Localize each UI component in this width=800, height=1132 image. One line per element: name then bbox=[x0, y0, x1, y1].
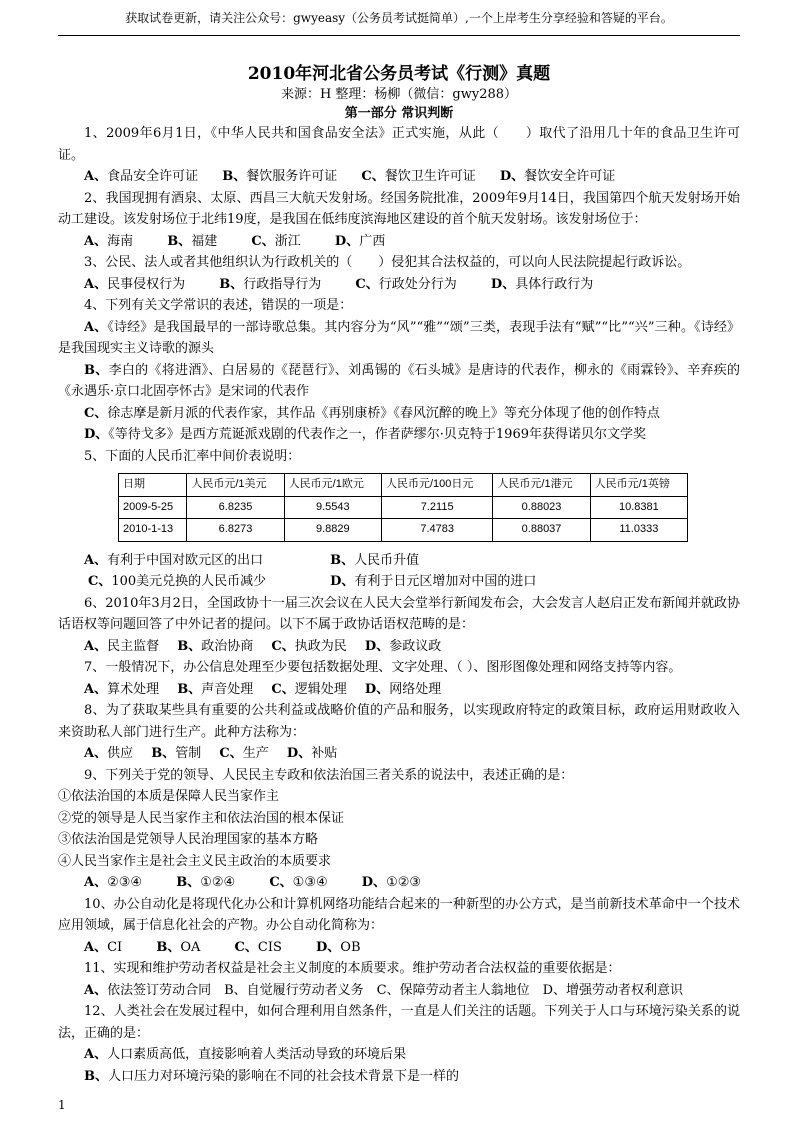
option: D、OB bbox=[316, 939, 361, 955]
document-title: 2010年河北省公务员考试《行测》真题 bbox=[247, 64, 551, 84]
column-header: 人民币元/1美元 bbox=[187, 474, 284, 497]
option: D、①②③ bbox=[361, 875, 422, 890]
question-stem: 1、2009年6月1日，《中华人民共和国食品安全法》正式实施，从此（ ）取代了沿用几十年的食品卫生许可证。 bbox=[58, 126, 740, 163]
column-header: 人民币元/100日元 bbox=[381, 474, 492, 497]
option: B、人民币升值 bbox=[330, 552, 420, 568]
exchange-rate-table bbox=[118, 473, 688, 542]
option: C、①③④ bbox=[269, 875, 328, 890]
option: B、管制 bbox=[151, 746, 202, 761]
option-row bbox=[58, 231, 740, 253]
option: D、网络处理 bbox=[364, 681, 442, 697]
option: D、有利于日元区增加对中国的进口 bbox=[330, 574, 537, 589]
option: C、生产 bbox=[219, 746, 269, 761]
question-stem: 5、下面的人民币汇率中间价表说明： bbox=[84, 448, 301, 464]
option: B、福建 bbox=[167, 233, 218, 249]
question-stem: 6、2010年3月2日，全国政协十一届三次会议在人民大会堂举行新闻发布会，大会发言人赵启正发布新闻并就政协话语权等问题回答了中外记者的提问。以下不属于政协话语权范畴的是： bbox=[58, 595, 740, 632]
question-stem: 12、人类社会在发展过程中，如何合理利用自然条件，一直是人们关注的话题。下列关于人口与环境污染关系的说法，正确的是： bbox=[58, 1004, 740, 1041]
option-row bbox=[58, 679, 740, 701]
option: D、参政议政 bbox=[364, 638, 442, 654]
option-row bbox=[58, 743, 740, 765]
option: A、②③④ bbox=[84, 875, 143, 890]
table-cell: 0.88037 bbox=[493, 519, 590, 542]
page-number: 1 bbox=[58, 1098, 66, 1112]
option: B、行政指导行为 bbox=[219, 276, 322, 292]
option: A、算术处理 bbox=[84, 681, 160, 697]
option-row bbox=[58, 872, 740, 894]
option-row bbox=[58, 571, 740, 593]
option: D、广西 bbox=[334, 233, 386, 249]
option: C、餐饮卫生许可证 bbox=[361, 169, 476, 184]
option-row bbox=[58, 550, 740, 572]
table-cell: 7.4783 bbox=[381, 519, 492, 542]
source-line: 来源：H 整理：杨柳（微信：gwy288） bbox=[280, 87, 518, 102]
option-row bbox=[58, 636, 740, 658]
table-cell: 11.0333 bbox=[590, 519, 687, 542]
option: A、海南 bbox=[84, 233, 134, 249]
option: B、人口压力对环境污染的影响在不同的社会技术背景下是一样的 bbox=[84, 1068, 460, 1084]
table-header-row bbox=[119, 474, 688, 497]
option-paragraph: A、《诗经》是我国最早的一部诗歌总集。其内容分为“风”“雅”“颂”三类，表现手法有“赋”“比”“兴”三种。《诗经》是我国现实主义诗歌的源头 bbox=[58, 319, 740, 356]
table-cell: 2009-5-25 bbox=[119, 496, 187, 519]
statement: ④人民当家作主是社会主义民主政治的本质要求 bbox=[58, 853, 332, 869]
option: A、CI bbox=[84, 939, 123, 955]
option: D、餐饮安全许可证 bbox=[499, 169, 616, 184]
question-stem: 9、下列关于党的领导、人民民主专政和依法治国三者关系的说法中，表述正确的是： bbox=[84, 767, 574, 783]
top-banner: 获取试卷更新，请关注公众号：gwyeasy（公务员考试挺简单）,一个上岸考生分享经验和答疑的平台。 bbox=[125, 11, 673, 25]
option: B、声音处理 bbox=[177, 681, 254, 697]
option-paragraph: B、李白的《将进酒》、白居易的《琵琶行》、刘禹锡的《石头城》是唐诗的代表作，柳永的《雨霖铃》、辛弃疾的《永遇乐·京口北固亭怀古》是宋词的代表作 bbox=[58, 362, 740, 399]
question-stem: 11、实现和维护劳动者权益是社会主义制度的本质要求。维护劳动者合法权益的重要依据是： bbox=[84, 961, 621, 976]
table-row bbox=[119, 496, 688, 519]
banner-divider bbox=[58, 35, 740, 36]
option: A、有利于中国对欧元区的出口 bbox=[84, 552, 264, 568]
option-row bbox=[58, 937, 740, 959]
column-header: 日期 bbox=[119, 474, 187, 497]
section-heading: 第一部分 常识判断 bbox=[344, 106, 454, 121]
option: D、补贴 bbox=[286, 746, 338, 761]
option: C、100美元兑换的人民币减少 bbox=[88, 574, 267, 589]
question-stem: 2、我国现拥有酒泉、太原、西昌三大航天发射场。经国务院批准，2009年9月14日，我国第四个航天发射场开始动工建设。该发射场位于北纬19度，是我国在低纬度滨海地区建设的首个航天发射场。该发射场位于： bbox=[58, 190, 740, 227]
option-row bbox=[58, 1044, 740, 1066]
column-header: 人民币元/1港元 bbox=[493, 474, 590, 497]
table-cell: 6.8273 bbox=[187, 519, 284, 542]
question-stem: 8、为了获取某些具有重要的公共利益或战略价值的产品和服务，以实现政府特定的政策目标，政府运用财政收入来资助私人部门进行生产。此种方法称为： bbox=[58, 703, 740, 740]
option-row bbox=[58, 1066, 740, 1088]
table-cell: 9.8829 bbox=[284, 519, 381, 542]
column-header: 人民币元/1英镑 bbox=[590, 474, 687, 497]
option: C、行政处分行为 bbox=[355, 276, 457, 292]
option: C、逻辑处理 bbox=[271, 681, 347, 697]
table-row bbox=[119, 519, 688, 542]
option: B、①②④ bbox=[176, 875, 236, 890]
table-cell: 2010-1-13 bbox=[119, 519, 187, 542]
table-cell: 0.88023 bbox=[493, 496, 590, 519]
table-cell: 7.2115 bbox=[381, 496, 492, 519]
statement: ②党的领导是人民当家作主和依法治国的根本保证 bbox=[58, 810, 345, 826]
option-row bbox=[58, 166, 740, 188]
option: C、CIS bbox=[234, 939, 282, 955]
option: A、食品安全许可证 bbox=[84, 169, 199, 184]
option: C、浙江 bbox=[251, 233, 301, 249]
option-paragraph: D、《等待戈多》是西方荒诞派戏剧的代表作之一，作者萨缪尔·贝克特于1969年获得诺贝尔文学奖 bbox=[84, 427, 646, 442]
option: B、政治协商 bbox=[177, 638, 254, 654]
statement: ①依法治国的本质是保障人民当家作主 bbox=[58, 789, 280, 804]
question-stem: 10、办公自动化是将现代化办公和计算机网络功能结合起来的一种新型的办公方式，是当前新技术革命中一个技术应用领域，属于信息化社会的产物。办公自动化简称为： bbox=[58, 896, 740, 933]
question-stem: 3、公民、法人或者其他组织认为行政机关的（ ）侵犯其合法权益的，可以向人民法院提起行政诉讼。 bbox=[84, 255, 691, 270]
option-paragraph: C、徐志摩是新月派的代表作家，其作品《再别康桥》《春风沉醉的晚上》等充分体现了他的创作特点 bbox=[84, 405, 660, 421]
option: C、执政为民 bbox=[271, 638, 347, 654]
option: B、OA bbox=[156, 939, 201, 955]
table-cell: 9.5543 bbox=[284, 496, 381, 519]
option: A、民事侵权行为 bbox=[84, 276, 186, 292]
option: B、餐饮服务许可证 bbox=[222, 169, 338, 184]
question-stem: 4、下列有关文学常识的表述，错误的一项是： bbox=[84, 298, 353, 313]
question-list bbox=[58, 123, 740, 1087]
option-row bbox=[58, 274, 740, 296]
option: D、具体行政行为 bbox=[490, 276, 594, 292]
table-cell: 10.8381 bbox=[590, 496, 687, 519]
statement: ③依法治国是党领导人民治理国家的基本方略 bbox=[58, 832, 319, 847]
option: A、供应 bbox=[84, 746, 134, 761]
option-paragraph: A、依法签订劳动合同 B、自觉履行劳动者义务 C、保障劳动者主人翁地位 D、增强劳动者权利意识 bbox=[84, 982, 684, 998]
column-header: 人民币元/1欧元 bbox=[284, 474, 381, 497]
question-stem: 7、一般情况下，办公信息处理至少要包括数据处理、文字处理、（ ）、图形图像处理和网络支持等内容。 bbox=[84, 660, 682, 675]
table-cell: 6.8235 bbox=[187, 496, 284, 519]
option: A、民主监督 bbox=[84, 638, 160, 654]
option: A、人口素质高低，直接影响着人类活动导致的环境后果 bbox=[84, 1047, 407, 1062]
